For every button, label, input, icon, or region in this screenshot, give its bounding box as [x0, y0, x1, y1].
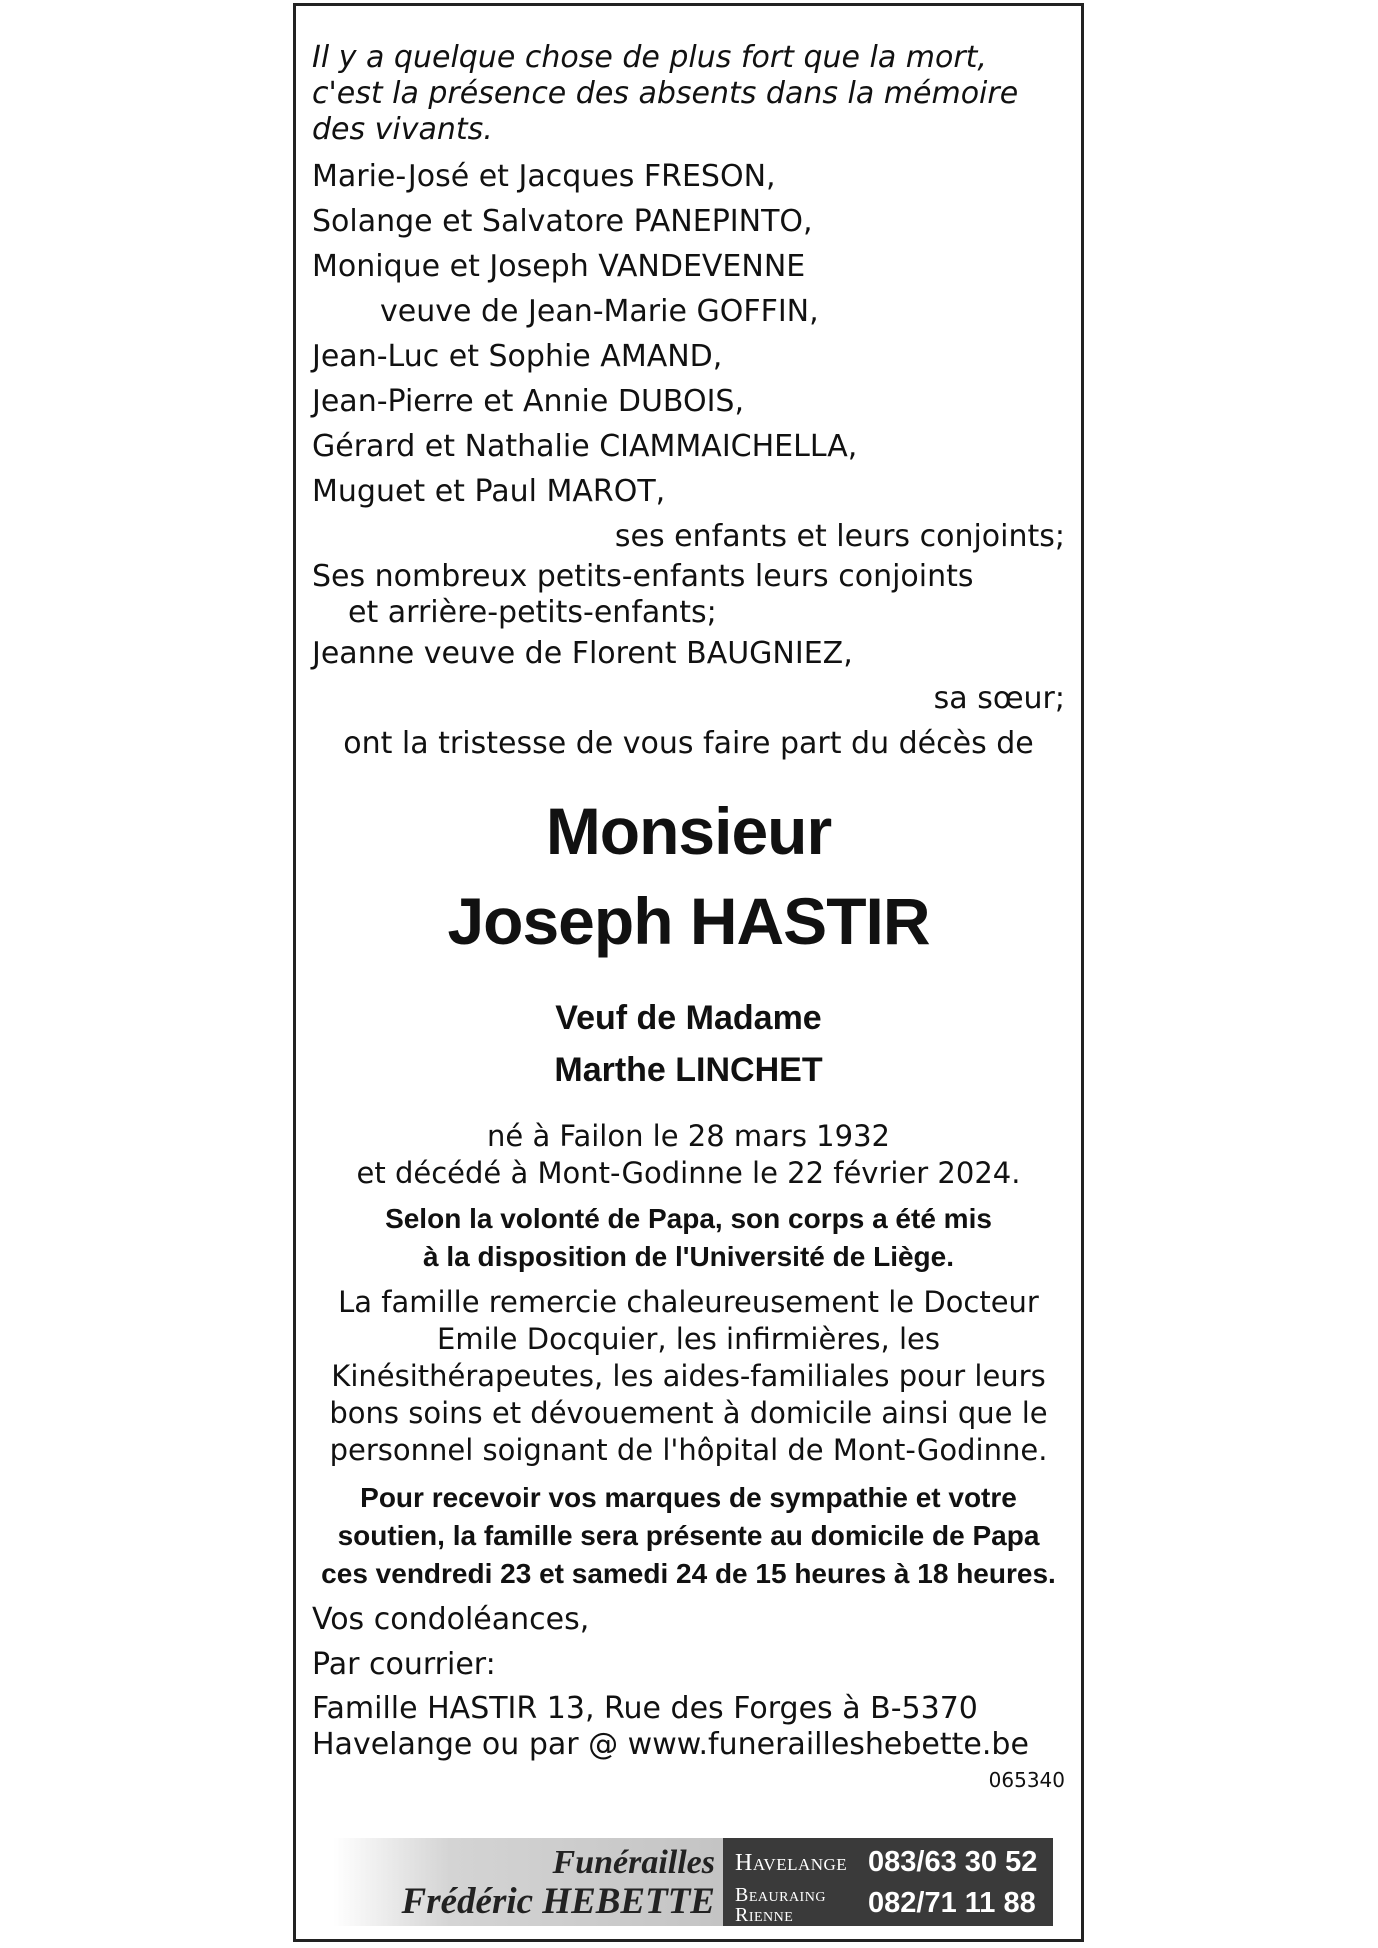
- funeral-home-footer: [333, 1838, 1053, 1926]
- thanks-line: bons soins et dévouement à domicile ainsi que le: [329, 1396, 1048, 1430]
- family-member: Monique et Joseph VANDEVENNE: [312, 249, 806, 284]
- family-member: Gérard et Nathalie CIAMMAICHELLA,: [312, 429, 858, 464]
- sister-name: Jeanne veuve de Florent BAUGNIEZ,: [312, 636, 853, 671]
- condolences-mail-label: Par courrier:: [312, 1647, 496, 1682]
- funeral-home-contact-panel: [723, 1838, 1053, 1926]
- thanks-block: [312, 1284, 1065, 1469]
- sister-caption: sa sœur;: [933, 681, 1065, 716]
- dates-block: [312, 1118, 1065, 1192]
- funeral-home-name-line: Funérailles: [552, 1844, 715, 1881]
- visit-line: soutien, la famille sera présente au domicile de Papa: [337, 1520, 1040, 1551]
- quote: [312, 40, 1065, 148]
- obituary-content: [312, 40, 1065, 1793]
- widow-of-block: [312, 992, 1065, 1096]
- visit-block: [312, 1479, 1065, 1593]
- thanks-line: personnel soignant de l'hôpital de Mont-Godinne.: [329, 1433, 1048, 1467]
- grandchildren-line: Ses nombreux petits-enfants leurs conjoints: [312, 559, 974, 594]
- thanks-line: Kinésithérapeutes, les aides-familiales pour leurs: [331, 1359, 1046, 1393]
- funeral-home-name-line: Frédéric HEBETTE: [401, 1881, 715, 1922]
- condolences-heading: Vos condoléances,: [312, 1602, 590, 1637]
- widow-of-line: Veuf de Madame: [555, 999, 822, 1037]
- deceased-name: Joseph HASTIR: [447, 884, 930, 958]
- family-member: veuve de Jean-Marie GOFFIN,: [380, 294, 819, 329]
- family-member: Jean-Pierre et Annie DUBOIS,: [312, 384, 745, 419]
- location-label: Beauraing: [735, 1884, 826, 1906]
- announcement: ont la tristesse de vous faire part du décès de: [343, 726, 1034, 761]
- condolences-address: Havelange ou par @ www.funerailleshebette.be: [312, 1727, 1029, 1762]
- condolences-address: Famille HASTIR 13, Rue des Forges à B-5370: [312, 1691, 978, 1726]
- birth-date: né à Failon le 28 mars 1932: [487, 1119, 890, 1153]
- thanks-line: Emile Docquier, les infirmières, les: [437, 1322, 940, 1356]
- deceased-title-block: [312, 786, 1065, 966]
- death-date: et décédé à Mont-Godinne le 22 février 2024.: [356, 1156, 1021, 1190]
- deceased-title: Monsieur: [545, 794, 832, 868]
- obituary-frame: [293, 3, 1084, 1942]
- family-member: Jean-Luc et Sophie AMAND,: [312, 339, 723, 374]
- family-member: Solange et Salvatore PANEPINTO,: [312, 204, 813, 239]
- location-label: Havelange: [735, 1850, 848, 1876]
- location-label: Rienne: [735, 1904, 794, 1926]
- grandchildren-line: et arrière-petits-enfants;: [348, 595, 717, 630]
- visit-line: Pour recevoir vos marques de sympathie et votre: [360, 1482, 1017, 1513]
- condolences-block: [312, 1597, 1065, 1763]
- phone-number: 082/71 11 88: [868, 1887, 1036, 1919]
- will-line: Selon la volonté de Papa, son corps a été mis: [385, 1203, 992, 1234]
- thanks-line: La famille remercie chaleureusement le Docteur: [338, 1285, 1039, 1319]
- reference-number: 065340: [988, 1768, 1065, 1792]
- phone-number: 083/63 30 52: [868, 1846, 1038, 1878]
- quote-line: c'est la présence des absents dans la mémoire: [312, 76, 1019, 111]
- children-caption: ses enfants et leurs conjoints;: [614, 519, 1065, 554]
- visit-line: ces vendredi 23 et samedi 24 de 15 heures à 18 heures.: [321, 1558, 1056, 1589]
- quote-line: Il y a quelque chose de plus fort que la mort,: [312, 40, 987, 75]
- funeral-home-name-panel: [333, 1838, 723, 1926]
- family-member: Muguet et Paul MAROT,: [312, 474, 666, 509]
- widow-of-line: Marthe LINCHET: [554, 1051, 823, 1089]
- will-block: [312, 1200, 1065, 1276]
- quote-line: des vivants.: [312, 112, 493, 147]
- will-line: à la disposition de l'Université de Liège.: [422, 1241, 954, 1272]
- family-member: Marie-José et Jacques FRESON,: [312, 159, 776, 194]
- family-list: [312, 154, 1065, 766]
